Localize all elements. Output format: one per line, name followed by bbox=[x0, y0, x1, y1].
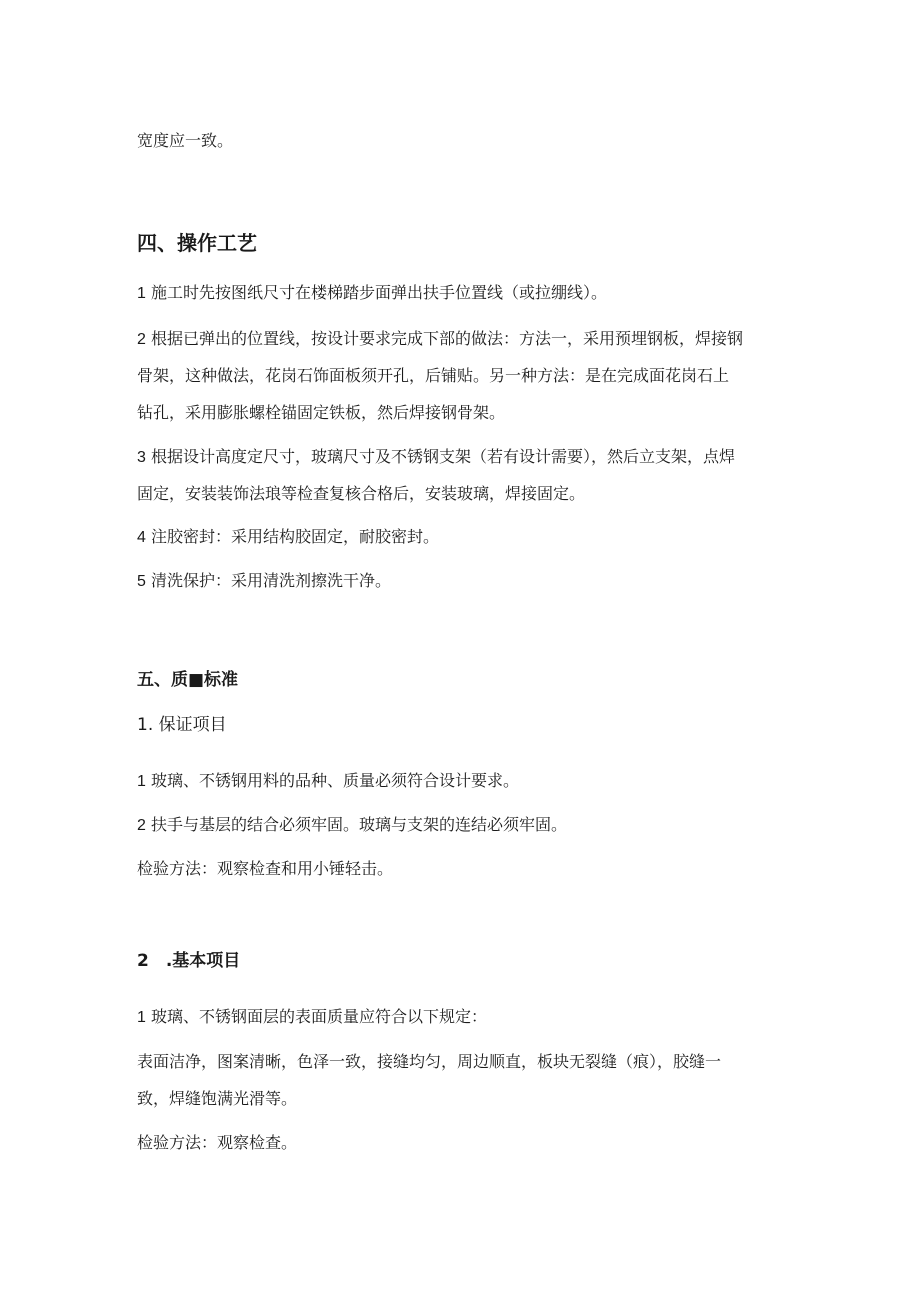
item-text-line: 根据设计高度定尺寸，玻璃尺寸及不锈钢支架（若有设计需要），然后立支架，点焊 bbox=[151, 447, 736, 466]
item-text: 扶手与基层的结合必须牢固。玻璃与支架的连结必须牢固。 bbox=[151, 815, 568, 834]
basic-item bbox=[137, 1008, 787, 1027]
item-text-line: 骨架，这种做法，花岗石饰面板须开孔，后铺贴。另一种方法：是在完成面花岗石上 bbox=[137, 366, 730, 385]
item-text-line: 钻孔，采用膨胀螺栓锚固定铁板，然后焊接钢骨架。 bbox=[137, 403, 506, 422]
guarantee-item bbox=[137, 772, 787, 791]
continuation-text: 宽度应一致。 bbox=[137, 131, 234, 150]
section-5-heading: 五、质■标准 bbox=[137, 670, 239, 690]
procedure-item bbox=[137, 320, 787, 431]
item-number: 2 bbox=[137, 331, 146, 348]
item-number: 1 bbox=[137, 285, 146, 302]
procedure-item bbox=[137, 284, 787, 303]
detail-line: 表面洁净，图案清晰，色泽一致，接缝均匀，周边顺直，板块无裂缝（痕），胶缝一 bbox=[137, 1052, 722, 1071]
item-number: 4 bbox=[137, 529, 146, 546]
item-text: 施工时先按图纸尺寸在楼梯踏步面弹出扶手位置线（或拉绷线）。 bbox=[151, 283, 608, 302]
item-text-line: 固定，安装装饰法琅等检查复核合格后，安装玻璃，焊接固定。 bbox=[137, 484, 586, 503]
section-4-heading: 四、操作工艺 bbox=[137, 231, 257, 255]
item-text: 注胶密封：采用结构胶固定，耐胶密封。 bbox=[151, 527, 440, 546]
item-text: 玻璃、不锈钢面层的表面质量应符合以下规定： bbox=[151, 1007, 488, 1026]
procedure-item bbox=[137, 438, 787, 512]
item-number: 1 bbox=[137, 773, 146, 790]
subsection-heading-guarantee: 1. 保证项目 bbox=[137, 715, 227, 735]
item-text: 玻璃、不锈钢用料的品种、质量必须符合设计要求。 bbox=[151, 771, 520, 790]
guarantee-item bbox=[137, 816, 787, 835]
item-number: 1 bbox=[137, 1009, 146, 1026]
procedure-item bbox=[137, 528, 787, 547]
item-number: 2 bbox=[137, 817, 146, 834]
inspection-method: 检验方法：观察检查。 bbox=[137, 1133, 298, 1152]
basic-item-detail bbox=[137, 1043, 787, 1117]
inspection-method: 检验方法：观察检查和用小锤轻击。 bbox=[137, 859, 394, 878]
item-number: 3 bbox=[137, 449, 146, 466]
item-text: 清洗保护：采用清洗剂擦洗干净。 bbox=[151, 571, 392, 590]
detail-line: 致，焊缝饱满光滑等。 bbox=[137, 1089, 298, 1108]
procedure-item bbox=[137, 572, 787, 591]
item-text-line: 根据已弹出的位置线，按设计要求完成下部的做法：方法一，采用预埋钢板，焊接钢 bbox=[151, 329, 744, 348]
item-number: 5 bbox=[137, 573, 146, 590]
subsection-heading-basic: 2 .基本项目 bbox=[137, 951, 241, 971]
